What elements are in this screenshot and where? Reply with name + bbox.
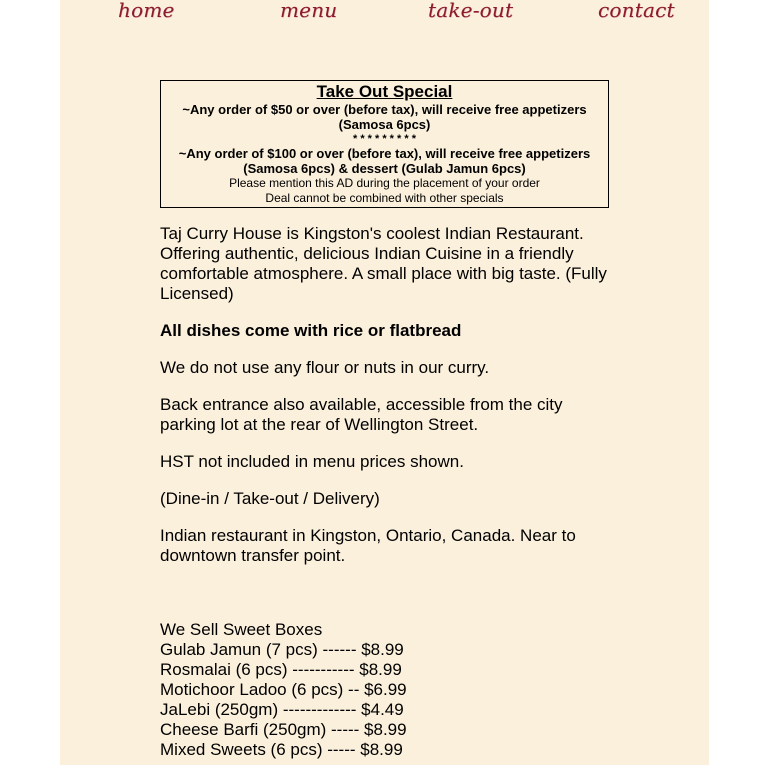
sweet-item: Gulab Jamun (7 pcs) ------ $8.99: [160, 640, 404, 659]
nav-takeout-link[interactable]: take-out: [428, 0, 514, 22]
back-entrance-note: Back entrance also available, accessible from the city parking lot at the rear of Wellington Street.: [160, 395, 563, 434]
special-offer-2-line-1: ~Any order of $100 or over (before tax), will receive free appetizers: [178, 146, 591, 161]
intro-paragraph: Taj Curry House is Kingston's coolest Indian Restaurant. Offering authentic, delicious Indian Cuisine in a friendly comfortable atmosphere. A small place with big taste. (Fully Licensed): [160, 224, 607, 303]
takeout-special-box: [160, 80, 609, 208]
nav-contact-link[interactable]: contact: [598, 0, 675, 22]
sweets-heading: We Sell Sweet Boxes: [160, 620, 323, 639]
special-separator: * * * * * * * * *: [353, 133, 416, 145]
special-title: Take Out Special: [316, 82, 453, 101]
page-panel: [60, 0, 709, 765]
top-navigation: [60, 0, 709, 26]
special-offer-2-line-2: (Samosa 6pcs) & dessert (Gulab Jamun 6pcs): [243, 161, 526, 176]
hst-note: HST not included in menu prices shown.: [160, 452, 464, 471]
restaurant-description: [160, 224, 620, 583]
special-offer-1-line-2: (Samosa 6pcs): [338, 117, 431, 132]
sweet-item: Rosmalai (6 pcs) ----------- $8.99: [160, 660, 402, 679]
sweet-item: Motichoor Ladoo (6 pcs) -- $6.99: [160, 680, 407, 699]
nav-home-link[interactable]: home: [118, 0, 175, 22]
rice-flatbread-note: All dishes come with rice or flatbread: [160, 321, 462, 340]
special-note-mention: Please mention this AD during the placement of your order: [229, 176, 540, 190]
sweet-item: JaLebi (250gm) ------------- $4.49: [160, 700, 404, 719]
sweet-boxes-list: [160, 620, 620, 760]
special-note-no-combine: Deal cannot be combined with other specials: [265, 191, 504, 205]
no-flour-note: We do not use any flour or nuts in our curry.: [160, 358, 490, 377]
service-options: (Dine-in / Take-out / Delivery): [160, 489, 380, 508]
special-offer-1-line-1: ~Any order of $50 or over (before tax), will receive free appetizers: [182, 102, 587, 117]
nav-menu-link[interactable]: menu: [280, 0, 338, 22]
location-note: Indian restaurant in Kingston, Ontario, Canada. Near to downtown transfer point.: [160, 526, 576, 565]
sweet-item: Mixed Sweets (6 pcs) ----- $8.99: [160, 740, 403, 759]
sweet-item: Cheese Barfi (250gm) ----- $8.99: [160, 720, 407, 739]
